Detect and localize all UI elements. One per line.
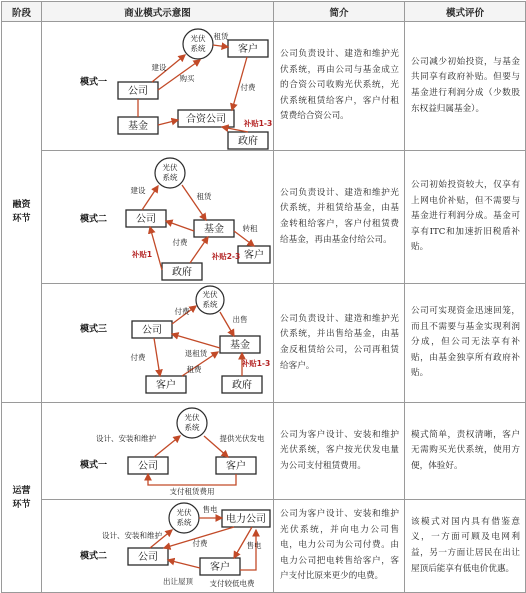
government-node [222, 376, 262, 393]
fund-node [118, 117, 158, 134]
svg-text:光伏: 光伏 [190, 34, 206, 43]
svg-text:光伏: 光伏 [162, 163, 178, 172]
diagram-financing-mode-3 [42, 284, 274, 403]
customer-node [216, 457, 256, 474]
svg-text:光伏: 光伏 [202, 290, 218, 299]
intro-cell: 公司负责设计、建造和维护光伏系统，再由公司与基金成立的合资公司收购光伏系统，光伏系统租赁给客户，客户付租赁费给合资公司。 [274, 22, 405, 151]
svg-text:基金: 基金 [230, 340, 250, 351]
svg-text:客户: 客户 [244, 250, 264, 261]
company-node [128, 548, 168, 565]
company-node [132, 321, 172, 338]
table-row [2, 500, 526, 593]
svg-text:公司: 公司 [136, 214, 156, 225]
intro-cell: 公司为客户设计、安装和维护光伏系统，并向电力公司售电，电力公司为公司付费。由电力公司把电转售给客户，客户支付比原来更少的电费。 [274, 500, 405, 593]
svg-text:购买: 购买 [179, 74, 195, 83]
jv-company-node [178, 110, 234, 127]
header-intro: 简介 [274, 2, 405, 22]
header-stage: 阶段 [2, 2, 42, 22]
svg-text:租赁: 租赁 [196, 192, 212, 201]
svg-text:设计、安装和维护: 设计、安装和维护 [102, 531, 162, 540]
government-node [162, 263, 202, 280]
svg-text:设计、安装和维护: 设计、安装和维护 [96, 434, 156, 443]
eval-cell: 公司初始投资较大，仅享有上网电价补贴，但不需要与基金进行利润分成。基金可享有ITC和加速折旧税盾补贴。 [405, 151, 526, 284]
customer-node [200, 558, 240, 575]
table-row [2, 403, 526, 500]
intro-cell: 公司负责设计、建造和维护光伏系统，并出售给基金，由基金反租赁给公司，公司再租赁给客户。 [274, 284, 405, 403]
svg-text:系统: 系统 [190, 44, 206, 53]
header-eval: 模式评价 [405, 2, 526, 22]
table-row [2, 151, 526, 284]
company-node [126, 210, 166, 227]
svg-text:租费: 租费 [186, 365, 202, 374]
diagram-svg [42, 22, 274, 150]
svg-text:转租: 转租 [242, 224, 258, 233]
diagram-svg [42, 151, 274, 283]
business-model-table [1, 1, 526, 593]
svg-text:支付较低电费: 支付较低电费 [209, 579, 255, 588]
svg-text:售电: 售电 [202, 505, 218, 514]
customer-node [238, 246, 270, 263]
svg-text:补贴1-3: 补贴1-3 [243, 119, 273, 128]
header-row [2, 2, 526, 22]
intro-cell: 公司负责设计、建造和维护光伏系统，并租赁给基金，由基金转租给客户，客户付租赁费给基金，再由基金付给公司。 [274, 151, 405, 284]
svg-text:公司: 公司 [128, 86, 148, 97]
table-row [2, 284, 526, 403]
eval-cell: 模式简单，责权清晰，客户无需购买光伏系统，使用方便，体验好。 [405, 403, 526, 500]
pv-system-node [183, 29, 213, 59]
svg-text:客户: 客户 [210, 562, 230, 573]
company-node [118, 82, 158, 99]
diagram-svg [42, 284, 274, 402]
government-node [228, 132, 268, 149]
diagram-svg [42, 403, 274, 499]
svg-text:出售: 出售 [232, 315, 248, 324]
svg-text:补贴2-3: 补贴2-3 [211, 252, 241, 261]
header-diagram: 商业模式示意图 [42, 2, 274, 22]
mode-label: 模式一 [80, 460, 108, 471]
svg-text:付费: 付费 [130, 353, 146, 362]
svg-text:基金: 基金 [204, 224, 224, 235]
svg-text:系统: 系统 [202, 300, 218, 309]
diagram-svg [42, 500, 274, 592]
pv-system-node [169, 503, 199, 533]
power-company-node [222, 510, 270, 527]
svg-text:基金: 基金 [128, 121, 148, 132]
eval-cell: 公司减少初始投资，与基金共同享有政府补贴。但要与基金进行利润分成（少数股东权益归属基金）。 [405, 22, 526, 151]
svg-text:公司: 公司 [142, 325, 162, 336]
svg-text:政府: 政府 [232, 380, 252, 391]
svg-text:建设: 建设 [151, 63, 167, 72]
svg-text:付费: 付费 [240, 83, 256, 92]
intro-cell: 公司为客户设计、安装和维护光伏系统，客户按光伏发电量为公司支付租赁费用。 [274, 403, 405, 500]
svg-text:系统: 系统 [184, 423, 200, 432]
svg-text:政府: 政府 [172, 267, 192, 278]
svg-text:售电: 售电 [246, 541, 262, 550]
stage-operation: 运营 环节 [2, 403, 42, 593]
svg-text:提供光伏发电: 提供光伏发电 [219, 434, 265, 443]
svg-text:光伏: 光伏 [184, 413, 200, 422]
fund-node [220, 336, 260, 353]
svg-text:付费: 付费 [192, 539, 208, 548]
diagram-operation-mode-1 [42, 403, 274, 500]
svg-text:付费: 付费 [172, 238, 188, 247]
svg-text:租赁: 租赁 [213, 32, 229, 41]
svg-text:建设: 建设 [130, 186, 146, 195]
stage-financing: 融资 环节 [2, 22, 42, 403]
company-node [128, 457, 168, 474]
pv-system-node [177, 408, 207, 438]
svg-text:补贴1: 补贴1 [131, 250, 153, 259]
svg-text:支付租赁费用: 支付租赁费用 [169, 487, 215, 496]
mode-label: 模式二 [80, 551, 108, 562]
fund-node [194, 220, 234, 237]
svg-text:政府: 政府 [238, 136, 258, 147]
customer-node [146, 376, 186, 393]
mode-label: 模式一 [80, 77, 108, 88]
svg-text:合资公司: 合资公司 [186, 114, 226, 125]
svg-text:电力公司: 电力公司 [226, 514, 266, 525]
diagram-financing-mode-1 [42, 22, 274, 151]
customer-node [228, 40, 268, 57]
mode-label: 模式三 [80, 324, 108, 335]
svg-text:补贴1-3: 补贴1-3 [241, 359, 271, 368]
table-row [2, 22, 526, 151]
svg-text:出让屋顶: 出让屋顶 [163, 577, 193, 586]
diagram-financing-mode-2 [42, 151, 274, 284]
eval-cell: 该模式对国内具有借鉴意义，一方面可顾及电网利益，另一方面让居民在出让屋顶后能享有低电价优惠。 [405, 500, 526, 593]
svg-text:客户: 客户 [226, 461, 246, 472]
svg-text:系统: 系统 [162, 173, 178, 182]
diagram-operation-mode-2 [42, 500, 274, 593]
pv-system-node [196, 286, 224, 314]
svg-text:系统: 系统 [176, 518, 192, 527]
svg-text:退租赁: 退租赁 [184, 349, 208, 358]
svg-text:公司: 公司 [138, 552, 158, 563]
svg-text:客户: 客户 [156, 380, 176, 391]
eval-cell: 公司可实现资金迅速回笼，而且不需要与基金实现利润分成，但公司无法享有补贴，由基金独享所有政府补贴。 [405, 284, 526, 403]
svg-text:光伏: 光伏 [176, 508, 192, 517]
pv-system-node [155, 158, 185, 188]
mode-label: 模式二 [80, 214, 108, 225]
svg-text:客户: 客户 [238, 44, 258, 55]
svg-text:付费: 付费 [174, 307, 190, 316]
svg-text:公司: 公司 [138, 461, 158, 472]
